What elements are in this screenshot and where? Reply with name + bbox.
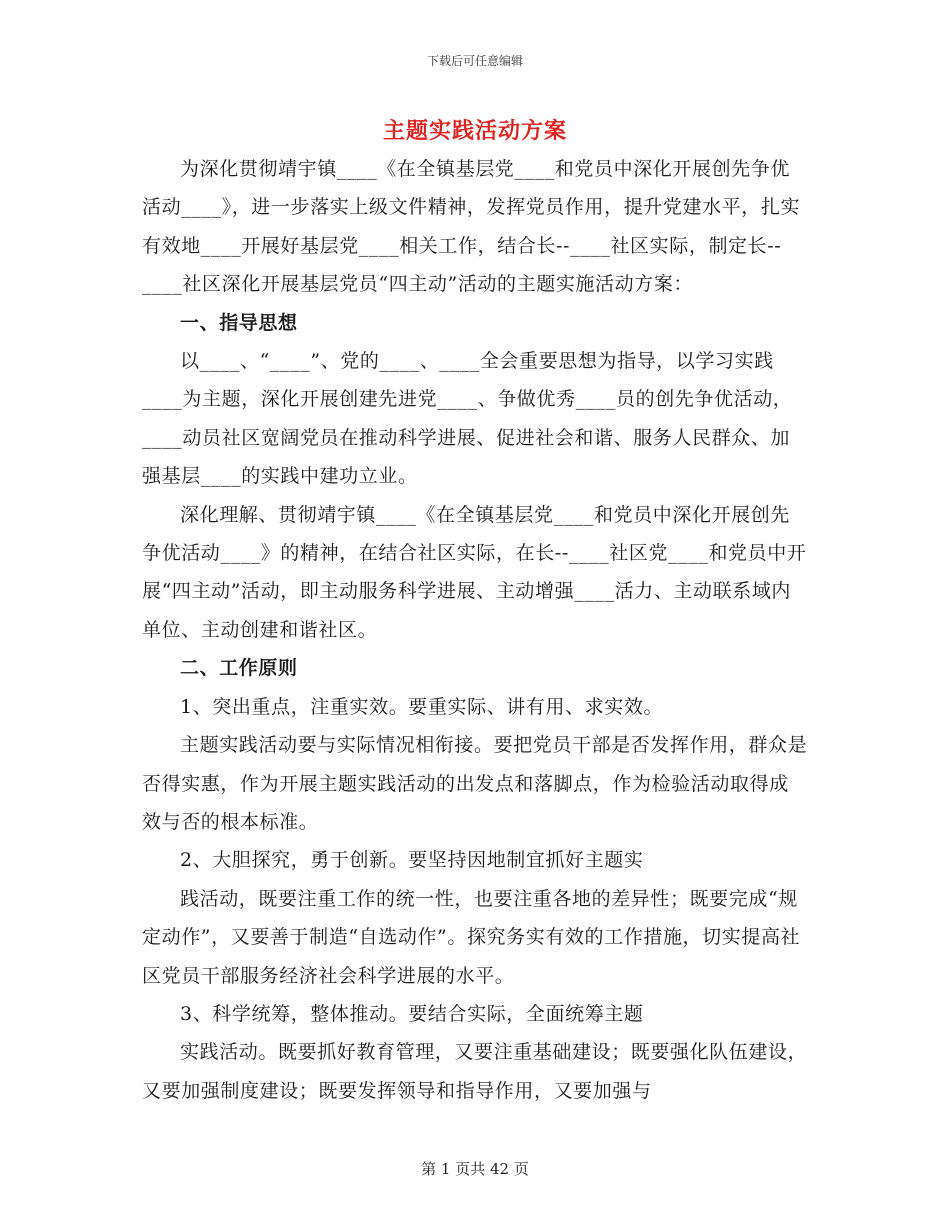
page-number: 第 1 页共 42 页 <box>421 1160 529 1178</box>
paragraph-principle-1: 主题实践活动要与实际情况相衔接。要把党员干部是否发挥作用，群众是否得实惠，作为开展主题实践活动的出发点和落脚点，作为检验活动取得成效与否的根本标准。 <box>142 734 808 833</box>
paragraph-principle-2: 践活动，既要注重工作的统一性，也要注重各地的差异性；既要完成“规定动作”，又要善于制造“自选动作”。探究务实有效的工作措施，切实提高社区党员干部服务经济社会科学进展的水平。 <box>142 887 801 987</box>
principle-3-heading: 3、科学统筹，整体推动。要结合实际，全面统筹主题 <box>180 1002 644 1025</box>
paragraph-principle-3: 实践活动。既要抓好教育管理，又要注重基础建设；既要强化队伍建设，又要加强制度建设；既要发挥领导和指导作用，又要加强与 <box>142 1041 808 1102</box>
document-title: 主题实践活动方案 <box>382 118 567 144</box>
paragraph-guiding-thought: 以____、“____”、党的____、____全会重要思想为指导，以学习实践____为主题，深化开展创建先进党____、争做优秀____员的创先争优活动，____动员社区宽阔党员在推动科学进展、促进社会和谐、服务人民群众、加强基层____的实践中建功立业。 <box>142 350 793 488</box>
principle-2-heading: 2、大胆探究，勇于创新。要坚持因地制宜抓好主题实 <box>180 849 644 872</box>
paragraph-four-initiatives: 深化理解、贯彻靖宇镇____《在全镇基层党____和党员中深化开展创先争优活动____》的精神，在结合社区实际，在长--____社区党____和党员中开展“四主动”活动，即主动服务科学进展、主动增强____活力、主动联系域内单位、主动创建和谐社区。 <box>142 503 807 641</box>
principle-1-heading: 1、突出重点，注重实效。要重实际、讲有用、求实效。 <box>180 695 664 718</box>
section-heading-work-principles: 二、工作原则 <box>180 657 298 680</box>
section-heading-guiding-thought: 一、指导思想 <box>180 311 298 334</box>
header-note: 下载后可任意编辑 <box>426 54 523 68</box>
paragraph-intro: 为深化贯彻靖宇镇____《在全镇基层党____和党员中深化开展创先争优活动____》，进一步落实上级文件精神，发挥党员作用，提升党建水平，扎实有效地____开展好基层党____相关工作，结合长--____社区实际，制定长--____社区深化开展基层党员“四主动”活动的主题实施活动方案： <box>142 158 801 296</box>
document-body <box>142 150 808 1110</box>
